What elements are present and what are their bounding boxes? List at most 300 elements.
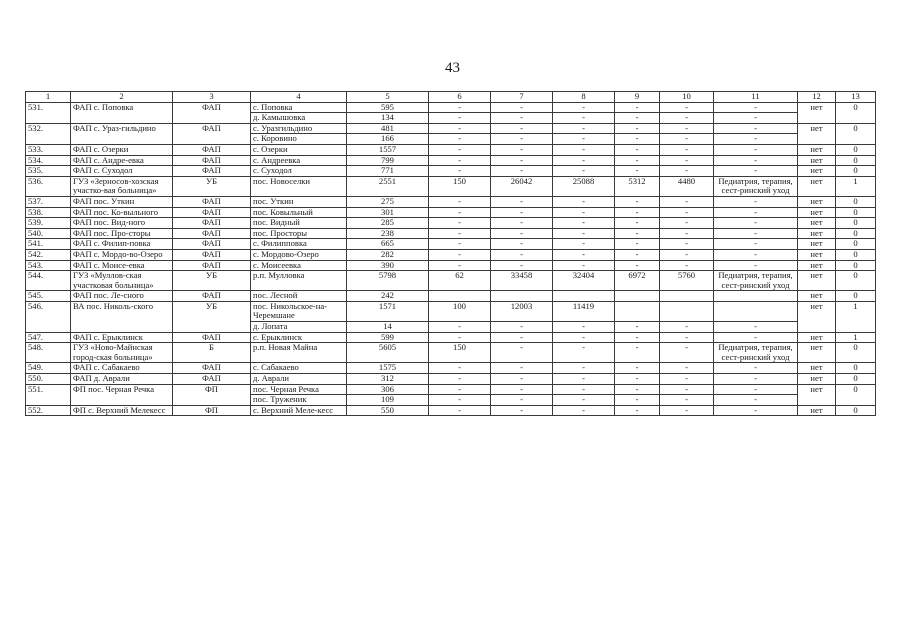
col-12-cell: нет <box>798 249 836 260</box>
col-7-cell: - <box>491 228 553 239</box>
settlement-cell: пос. Видный <box>251 218 347 229</box>
col-8-cell: - <box>553 332 615 343</box>
settlement-cell: пос. Черная Речка <box>251 384 347 395</box>
col-10-cell: - <box>660 207 714 218</box>
facility-name-cell: ГУЗ «Ново-Майнская город-ская больница» <box>71 343 173 363</box>
col-5-header: 5 <box>347 92 429 103</box>
facility-name-cell: ФАП д. Аврали <box>71 374 173 385</box>
col-8-cell: - <box>553 260 615 271</box>
population-cell: 285 <box>347 218 429 229</box>
col-6-cell: - <box>429 384 491 395</box>
col-9-cell: - <box>615 144 660 155</box>
col-13-cell: 0 <box>836 239 876 250</box>
row-number-cell: 537. <box>26 196 71 207</box>
col-11-cell: - <box>714 196 798 207</box>
col-3-header: 3 <box>173 92 251 103</box>
col-7-cell: 26042 <box>491 176 553 196</box>
table-row <box>26 176 876 196</box>
col-11-cell: - <box>714 155 798 166</box>
col-7-cell: - <box>491 249 553 260</box>
col-13-cell: 0 <box>836 123 876 144</box>
col-9-cell: - <box>615 405 660 416</box>
table-row <box>26 218 876 229</box>
col-7-cell: - <box>491 395 553 406</box>
col-12-cell: нет <box>798 166 836 177</box>
population-cell: 1571 <box>347 301 429 321</box>
col-7-cell: - <box>491 343 553 363</box>
col-6-cell: 150 <box>429 343 491 363</box>
table-header <box>26 92 876 103</box>
settlement-cell: с. Поповка <box>251 102 347 113</box>
col-12-cell: нет <box>798 155 836 166</box>
col-11-cell: - <box>714 363 798 374</box>
facility-type-cell: Б <box>173 343 251 363</box>
settlement-cell: д. Лопата <box>251 322 347 333</box>
facility-name-cell: ФАП с. Моисе-евка <box>71 260 173 271</box>
col-8-cell: - <box>553 384 615 395</box>
col-7-cell: - <box>491 363 553 374</box>
col-11-cell: Педиатрия, терапия, сест-ринский уход <box>714 343 798 363</box>
col-9-cell: - <box>615 207 660 218</box>
population-cell: 595 <box>347 102 429 113</box>
population-cell: 242 <box>347 291 429 302</box>
col-13-cell: 0 <box>836 196 876 207</box>
population-cell: 14 <box>347 322 429 333</box>
col-6-cell: - <box>429 374 491 385</box>
col-6-cell: 62 <box>429 271 491 291</box>
col-13-cell: 0 <box>836 343 876 363</box>
col-8-cell: - <box>553 343 615 363</box>
col-12-cell: нет <box>798 176 836 196</box>
col-7-cell: - <box>491 322 553 333</box>
col-10-cell: - <box>660 123 714 134</box>
col-8-header: 8 <box>553 92 615 103</box>
col-8-cell: - <box>553 113 615 124</box>
population-cell: 1575 <box>347 363 429 374</box>
col-12-cell: нет <box>798 363 836 374</box>
row-number-cell: 541. <box>26 239 71 250</box>
facility-type-cell: ФАП <box>173 123 251 144</box>
population-cell: 2551 <box>347 176 429 196</box>
col-13-header: 13 <box>836 92 876 103</box>
col-9-cell: - <box>615 343 660 363</box>
col-12-cell: нет <box>798 332 836 343</box>
col-6-cell: - <box>429 113 491 124</box>
population-cell: 550 <box>347 405 429 416</box>
table-row <box>26 102 876 113</box>
col-9-cell: - <box>615 166 660 177</box>
population-cell: 301 <box>347 207 429 218</box>
col-9-cell <box>615 291 660 302</box>
settlement-cell: р.п. Мулловка <box>251 271 347 291</box>
facility-name-cell: ВА пос. Николь-ского <box>71 301 173 332</box>
col-12-cell: нет <box>798 384 836 405</box>
settlement-cell: с. Мордово-Озеро <box>251 249 347 260</box>
col-9-cell: - <box>615 249 660 260</box>
facility-name-cell: ФАП пос. Уткин <box>71 196 173 207</box>
settlement-cell: с. Сабакаево <box>251 363 347 374</box>
facility-type-cell: УБ <box>173 176 251 196</box>
col-9-cell: - <box>615 395 660 406</box>
col-12-header: 12 <box>798 92 836 103</box>
col-6-cell: - <box>429 155 491 166</box>
facility-name-cell: ФАП пос. Про-сторы <box>71 228 173 239</box>
facility-name-cell: ФАП с. Суходол <box>71 166 173 177</box>
col-8-cell: - <box>553 405 615 416</box>
facility-type-cell: ФАП <box>173 218 251 229</box>
col-9-cell <box>615 301 660 321</box>
col-13-cell: 1 <box>836 301 876 332</box>
settlement-cell: с. Моисеевка <box>251 260 347 271</box>
col-8-cell: - <box>553 155 615 166</box>
col-7-cell: - <box>491 239 553 250</box>
settlement-cell: пос. Никольское-на-Черемшане <box>251 301 347 321</box>
col-13-cell: 0 <box>836 144 876 155</box>
col-10-cell: - <box>660 405 714 416</box>
col-9-cell: - <box>615 113 660 124</box>
col-11-cell: - <box>714 405 798 416</box>
population-cell: 166 <box>347 134 429 145</box>
col-7-header: 7 <box>491 92 553 103</box>
settlement-cell: с. Уразгильдино <box>251 123 347 134</box>
col-9-cell: - <box>615 218 660 229</box>
table-row <box>26 207 876 218</box>
col-11-cell: - <box>714 144 798 155</box>
population-cell: 306 <box>347 384 429 395</box>
col-12-cell: нет <box>798 239 836 250</box>
col-7-cell: - <box>491 196 553 207</box>
col-6-cell: - <box>429 144 491 155</box>
facility-name-cell: ФП пос. Черная Речка <box>71 384 173 405</box>
col-10-cell: - <box>660 395 714 406</box>
table-row <box>26 405 876 416</box>
row-number-cell: 531. <box>26 102 71 123</box>
row-number-cell: 552. <box>26 405 71 416</box>
col-9-cell: 6972 <box>615 271 660 291</box>
row-number-cell: 548. <box>26 343 71 363</box>
col-10-cell: - <box>660 218 714 229</box>
facility-name-cell: ФАП с. Ерыклинск <box>71 332 173 343</box>
col-13-cell: 0 <box>836 102 876 123</box>
col-6-cell: - <box>429 102 491 113</box>
col-12-cell: нет <box>798 343 836 363</box>
col-7-cell: - <box>491 123 553 134</box>
row-number-cell: 535. <box>26 166 71 177</box>
facility-type-cell: ФАП <box>173 144 251 155</box>
facility-name-cell: ФАП с. Озерки <box>71 144 173 155</box>
col-10-cell: - <box>660 374 714 385</box>
col-11-cell: - <box>714 113 798 124</box>
col-7-cell: - <box>491 102 553 113</box>
col-7-cell <box>491 291 553 302</box>
table-row <box>26 301 876 321</box>
row-number-cell: 550. <box>26 374 71 385</box>
col-7-cell: - <box>491 166 553 177</box>
facility-type-cell: ФАП <box>173 239 251 250</box>
col-11-cell: - <box>714 207 798 218</box>
row-number-cell: 549. <box>26 363 71 374</box>
facility-type-cell: УБ <box>173 271 251 291</box>
col-7-cell: - <box>491 144 553 155</box>
col-9-cell: - <box>615 363 660 374</box>
col-10-cell: - <box>660 102 714 113</box>
row-number-cell: 543. <box>26 260 71 271</box>
col-10-cell: - <box>660 384 714 395</box>
table-row <box>26 166 876 177</box>
table-row <box>26 291 876 302</box>
col-10-cell: - <box>660 134 714 145</box>
col-10-cell: - <box>660 228 714 239</box>
settlement-cell: с. Андреевка <box>251 155 347 166</box>
facility-type-cell: ФАП <box>173 374 251 385</box>
col-6-cell: - <box>429 260 491 271</box>
col-7-cell: - <box>491 218 553 229</box>
col-12-cell: нет <box>798 405 836 416</box>
col-9-cell: - <box>615 102 660 113</box>
col-8-cell: 32404 <box>553 271 615 291</box>
population-cell: 134 <box>347 113 429 124</box>
row-number-cell: 551. <box>26 384 71 405</box>
table-row <box>26 260 876 271</box>
col-9-cell: - <box>615 260 660 271</box>
col-10-cell: - <box>660 363 714 374</box>
settlement-cell: с. Верхний Меле-кесс <box>251 405 347 416</box>
population-cell: 312 <box>347 374 429 385</box>
col-11-cell: - <box>714 384 798 395</box>
col-6-cell: - <box>429 166 491 177</box>
col-9-cell: - <box>615 196 660 207</box>
col-7-cell: - <box>491 374 553 385</box>
facilities-table <box>25 91 876 416</box>
col-6-cell <box>429 291 491 302</box>
col-7-cell: - <box>491 207 553 218</box>
population-cell: 1557 <box>347 144 429 155</box>
col-11-cell: - <box>714 249 798 260</box>
col-8-cell: - <box>553 196 615 207</box>
population-cell: 390 <box>347 260 429 271</box>
col-8-cell: - <box>553 166 615 177</box>
facility-type-cell: ФАП <box>173 166 251 177</box>
col-8-cell: - <box>553 374 615 385</box>
col-7-cell: - <box>491 134 553 145</box>
settlement-cell: с. Суходол <box>251 166 347 177</box>
col-10-cell <box>660 291 714 302</box>
table-row <box>26 374 876 385</box>
settlement-cell: пос. Ковыльный <box>251 207 347 218</box>
facility-type-cell: ФАП <box>173 228 251 239</box>
population-cell: 481 <box>347 123 429 134</box>
row-number-cell: 547. <box>26 332 71 343</box>
population-cell: 799 <box>347 155 429 166</box>
col-13-cell: 0 <box>836 271 876 291</box>
table-row <box>26 249 876 260</box>
col-11-cell: Педиатрия, терапия, сест-ринский уход <box>714 176 798 196</box>
col-6-cell: - <box>429 207 491 218</box>
col-11-cell: - <box>714 322 798 333</box>
settlement-cell: д. Камышовка <box>251 113 347 124</box>
facility-name-cell: ФАП пос. Вид-ного <box>71 218 173 229</box>
settlement-cell: д. Аврали <box>251 374 347 385</box>
col-10-cell: 5760 <box>660 271 714 291</box>
col-9-cell: - <box>615 239 660 250</box>
col-12-cell: нет <box>798 196 836 207</box>
facility-name-cell: ФАП пос. Ко-выльного <box>71 207 173 218</box>
col-11-cell: Педиатрия, терапия, сест-ринский уход <box>714 271 798 291</box>
col-6-cell: - <box>429 123 491 134</box>
col-11-cell: - <box>714 166 798 177</box>
col-10-cell: 4480 <box>660 176 714 196</box>
population-cell: 5798 <box>347 271 429 291</box>
settlement-cell: пос. Просторы <box>251 228 347 239</box>
facility-name-cell: ФАП с. Ураз-гильдино <box>71 123 173 144</box>
row-number-cell: 536. <box>26 176 71 196</box>
col-8-cell: - <box>553 363 615 374</box>
facility-type-cell: ФАП <box>173 102 251 123</box>
settlement-cell: пос. Уткин <box>251 196 347 207</box>
col-8-cell: - <box>553 207 615 218</box>
col-13-cell: 0 <box>836 291 876 302</box>
col-9-cell: - <box>615 134 660 145</box>
col-7-cell: - <box>491 260 553 271</box>
col-11-cell: - <box>714 228 798 239</box>
col-13-cell: 0 <box>836 166 876 177</box>
table-row <box>26 343 876 363</box>
column-number-row <box>26 92 876 103</box>
col-9-cell: - <box>615 322 660 333</box>
col-10-cell: - <box>660 196 714 207</box>
population-cell: 109 <box>347 395 429 406</box>
row-number-cell: 540. <box>26 228 71 239</box>
col-11-cell: - <box>714 123 798 134</box>
col-6-cell: - <box>429 363 491 374</box>
row-number-cell: 542. <box>26 249 71 260</box>
col-8-cell <box>553 291 615 302</box>
population-cell: 665 <box>347 239 429 250</box>
col-10-cell: - <box>660 155 714 166</box>
col-1-header: 1 <box>26 92 71 103</box>
row-number-cell: 539. <box>26 218 71 229</box>
col-10-cell: - <box>660 332 714 343</box>
col-7-cell: - <box>491 405 553 416</box>
col-11-cell <box>714 291 798 302</box>
col-11-cell: - <box>714 260 798 271</box>
facility-type-cell: ФАП <box>173 260 251 271</box>
table-row <box>26 196 876 207</box>
col-11-cell: - <box>714 134 798 145</box>
settlement-cell: с. Коровино <box>251 134 347 145</box>
col-6-cell: - <box>429 395 491 406</box>
col-6-cell: - <box>429 239 491 250</box>
page-number: 43 <box>445 60 460 76</box>
facility-type-cell: ФП <box>173 405 251 416</box>
population-cell: 771 <box>347 166 429 177</box>
population-cell: 282 <box>347 249 429 260</box>
facility-type-cell: ФАП <box>173 196 251 207</box>
col-11-cell: - <box>714 374 798 385</box>
col-9-cell: 5312 <box>615 176 660 196</box>
col-10-cell: - <box>660 113 714 124</box>
col-8-cell: - <box>553 395 615 406</box>
settlement-cell: с. Ерыклинск <box>251 332 347 343</box>
col-13-cell: 0 <box>836 374 876 385</box>
settlement-cell: с. Озерки <box>251 144 347 155</box>
col-7-cell: - <box>491 113 553 124</box>
col-8-cell: - <box>553 239 615 250</box>
table-row <box>26 123 876 134</box>
col-6-cell: - <box>429 322 491 333</box>
col-7-cell: - <box>491 332 553 343</box>
col-12-cell: нет <box>798 260 836 271</box>
col-13-cell: 1 <box>836 176 876 196</box>
col-8-cell: - <box>553 228 615 239</box>
row-number-cell: 538. <box>26 207 71 218</box>
col-4-header: 4 <box>251 92 347 103</box>
table-row <box>26 384 876 395</box>
col-11-cell <box>714 301 798 321</box>
facility-name-cell: ФАП с. Филип-повка <box>71 239 173 250</box>
facility-type-cell: ФАП <box>173 249 251 260</box>
col-6-cell: 150 <box>429 176 491 196</box>
settlement-cell: с. Филипповка <box>251 239 347 250</box>
col-9-cell: - <box>615 332 660 343</box>
col-12-cell: нет <box>798 301 836 332</box>
col-6-cell: - <box>429 332 491 343</box>
facility-type-cell: УБ <box>173 301 251 332</box>
col-8-cell: - <box>553 134 615 145</box>
col-13-cell: 0 <box>836 260 876 271</box>
col-11-cell: - <box>714 218 798 229</box>
facility-name-cell: ФАП с. Поповка <box>71 102 173 123</box>
table-row <box>26 239 876 250</box>
col-8-cell: - <box>553 249 615 260</box>
col-8-cell: - <box>553 218 615 229</box>
col-10-cell: - <box>660 343 714 363</box>
col-8-cell: - <box>553 322 615 333</box>
facility-name-cell: ФАП с. Сабакаево <box>71 363 173 374</box>
col-13-cell: 0 <box>836 405 876 416</box>
col-7-cell: - <box>491 155 553 166</box>
col-9-cell: - <box>615 123 660 134</box>
col-8-cell: - <box>553 102 615 113</box>
col-12-cell: нет <box>798 374 836 385</box>
row-number-cell: 533. <box>26 144 71 155</box>
facility-name-cell: ФП с. Верхний Мелекесс <box>71 405 173 416</box>
table-row <box>26 271 876 291</box>
col-7-cell: - <box>491 384 553 395</box>
col-9-header: 9 <box>615 92 660 103</box>
col-9-cell: - <box>615 384 660 395</box>
col-11-cell: - <box>714 332 798 343</box>
col-6-cell: - <box>429 218 491 229</box>
col-10-cell: - <box>660 322 714 333</box>
col-13-cell: 0 <box>836 155 876 166</box>
col-13-cell: 0 <box>836 207 876 218</box>
col-2-header: 2 <box>71 92 173 103</box>
col-12-cell: нет <box>798 123 836 144</box>
col-12-cell: нет <box>798 102 836 123</box>
col-11-cell: - <box>714 239 798 250</box>
facility-name-cell: ГУЗ «Зерносов-хозская участко-вая больница» <box>71 176 173 196</box>
col-6-cell: - <box>429 134 491 145</box>
col-6-cell: - <box>429 228 491 239</box>
settlement-cell: пос. Новоселки <box>251 176 347 196</box>
col-12-cell: нет <box>798 271 836 291</box>
col-13-cell: 0 <box>836 249 876 260</box>
facility-name-cell: ФАП пос. Ле-сного <box>71 291 173 302</box>
table-row <box>26 332 876 343</box>
population-cell: 5605 <box>347 343 429 363</box>
table-row <box>26 228 876 239</box>
